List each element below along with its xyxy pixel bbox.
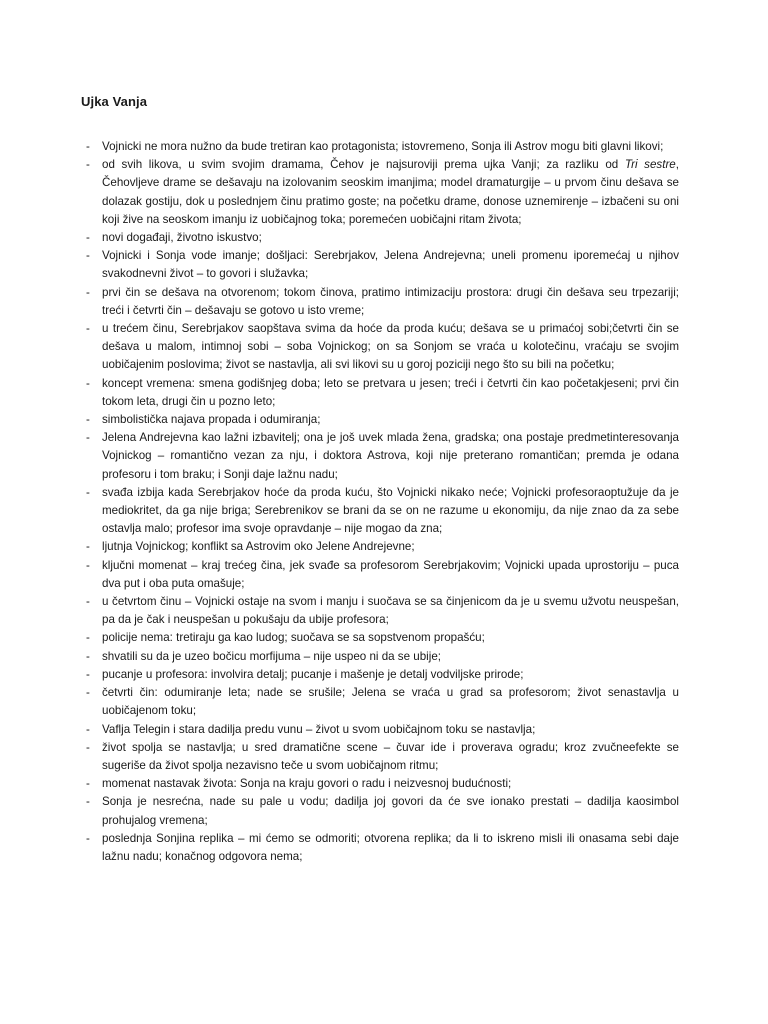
- list-item-text: , Čehovljeve drame se dešavaju na izolovanim seoskim imanjima; model dramaturgije – u prvom činu dešava se dolazak gostiju, dok u poslednjem činu pratimo goste; na početku drame, donose uznemirenje – izbačeni su oni koji žive na seoskom imanju iz uobičajnog toka; poremećen uobičajni ritam života;: [102, 158, 679, 226]
- list-item: - Vaflja Telegin i stara dadilja predu vunu – život u svom uobičajnom toku se nastavlja;: [86, 721, 679, 739]
- list-item: - u trećem činu, Serebrjakov saopštava svima da hoće da proda kuću; dešava se u primaćoj sobi;četvrti čin se dešava u malom, intimnoj sobi – soba Vojnickog; on sa Sonjom se vraća u kolotečinu, vraćaju se svojim uobičajenim poslovima; život se nastavlja, ali svi likovi su u goroj poziciji nego što su bili na početku;: [86, 320, 679, 375]
- list-item: - ključni momenat – kraj trećeg čina, jek svađe sa profesorom Serebrjakovim; Vojnicki upada uprostoriju – puca dva put i oba puta omašuje;: [86, 557, 679, 593]
- list-item: [86, 156, 679, 229]
- list-item: - ljutnja Vojnickog; konflikt sa Astrovim oko Jelene Andrejevne;: [86, 538, 679, 556]
- list-item-text: od svih likova, u svim svojim dramama, Čehov je najsuroviji prema ujka Vanji; za razliku od: [102, 158, 625, 172]
- list-item: - svađa izbija kada Serebrjakov hoće da proda kuću, što Vojnicki nikako neće; Vojnicki profesoraoptužuje da je mediokritet, da ga nije briga; Serebrenikov se brani da se on ne razume u ekonomiju, da nije znao da za sebe ostavlja malo; profesor ima svoje opravdanje – nije mogao da zna;: [86, 484, 679, 539]
- list-item: - Vojnicki ne mora nužno da bude tretiran kao protagonista; istovremeno, Sonja ili Astrov mogu biti glavni likovi;: [86, 138, 679, 156]
- work-title-italic: Tri sestre: [624, 158, 676, 172]
- list-item: - simbolistička najava propada i odumiranja;: [86, 411, 679, 429]
- list-item: - policije nema: tretiraju ga kao ludog; suočava se sa sopstvenom propašću;: [86, 629, 679, 647]
- list-item: - koncept vremena: smena godišnjeg doba; leto se pretvara u jesen; treći i četvrti čin kao početakjeseni; prvi čin tokom leta, drugi čin u pozno leto;: [86, 375, 679, 411]
- list-item: - Jelena Andrejevna kao lažni izbavitelj; ona je još uvek mlada žena, gradska; ona postaje predmetinteresovanja Vojnickog – romantično vezan za nju, i doktora Astrova, koji nije preterano romantičan; premda je odana profesoru i tom braku; i Sonji daje lažnu nadu;: [86, 429, 679, 484]
- list-item: - život spolja se nastavlja; u sred dramatične scene – čuvar ide i proverava ogradu; kroz zvučneefekte se sugeriše da život spolja nezavisno teče u svom uobičajnom ritmu;: [86, 739, 679, 775]
- list-item: - četvrti čin: odumiranje leta; nade se srušile; Jelena se vraća u grad sa profesorom; život senastavlja u uobičajenom toku;: [86, 684, 679, 720]
- notes-list: [86, 138, 679, 866]
- document-title: Ujka Vanja: [81, 94, 148, 109]
- list-item: - momenat nastavak života: Sonja na kraju govori o radu i neizvesnoj budućnosti;: [86, 775, 679, 793]
- list-item: - shvatili su da je uzeo bočicu morfijuma – nije uspeo ni da se ubije;: [86, 648, 679, 666]
- list-item: - u četvrtom činu – Vojnicki ostaje na svom i manju i suočava se sa činjenicom da je u svemu užvotu neuspešan, pa da je čak i neuspešan u pokušaju da ubije profesora;: [86, 593, 679, 629]
- list-item: - pucanje u profesora: involvira detalj; pucanje i mašenje je detalj vodviljske prirode;: [86, 666, 679, 684]
- list-item: - novi događaji, životno iskustvo;: [86, 229, 679, 247]
- list-item: - poslednja Sonjina replika – mi ćemo se odmoriti; otvorena replika; da li to iskreno misli ili onasama sebi daje lažnu nadu; konačnog odgovora nema;: [86, 830, 679, 866]
- list-item: - Vojnicki i Sonja vode imanje; došljaci: Serebrjakov, Jelena Andrejevna; uneli promenu iporemećaj u njihov svakodnevni život – to govori i služavka;: [86, 247, 679, 283]
- list-item: - Sonja je nesrećna, nade su pale u vodu; dadilja joj govori da će sve ionako prestati – dadilja kaosimbol prohujalog vremena;: [86, 793, 679, 829]
- list-item: - prvi čin se dešava na otvorenom; tokom činova, pratimo intimizaciju prostora: drugi čin dešava seu trpezariji; treći i četvrti čin – dešavaju se gotovo u isto vreme;: [86, 284, 679, 320]
